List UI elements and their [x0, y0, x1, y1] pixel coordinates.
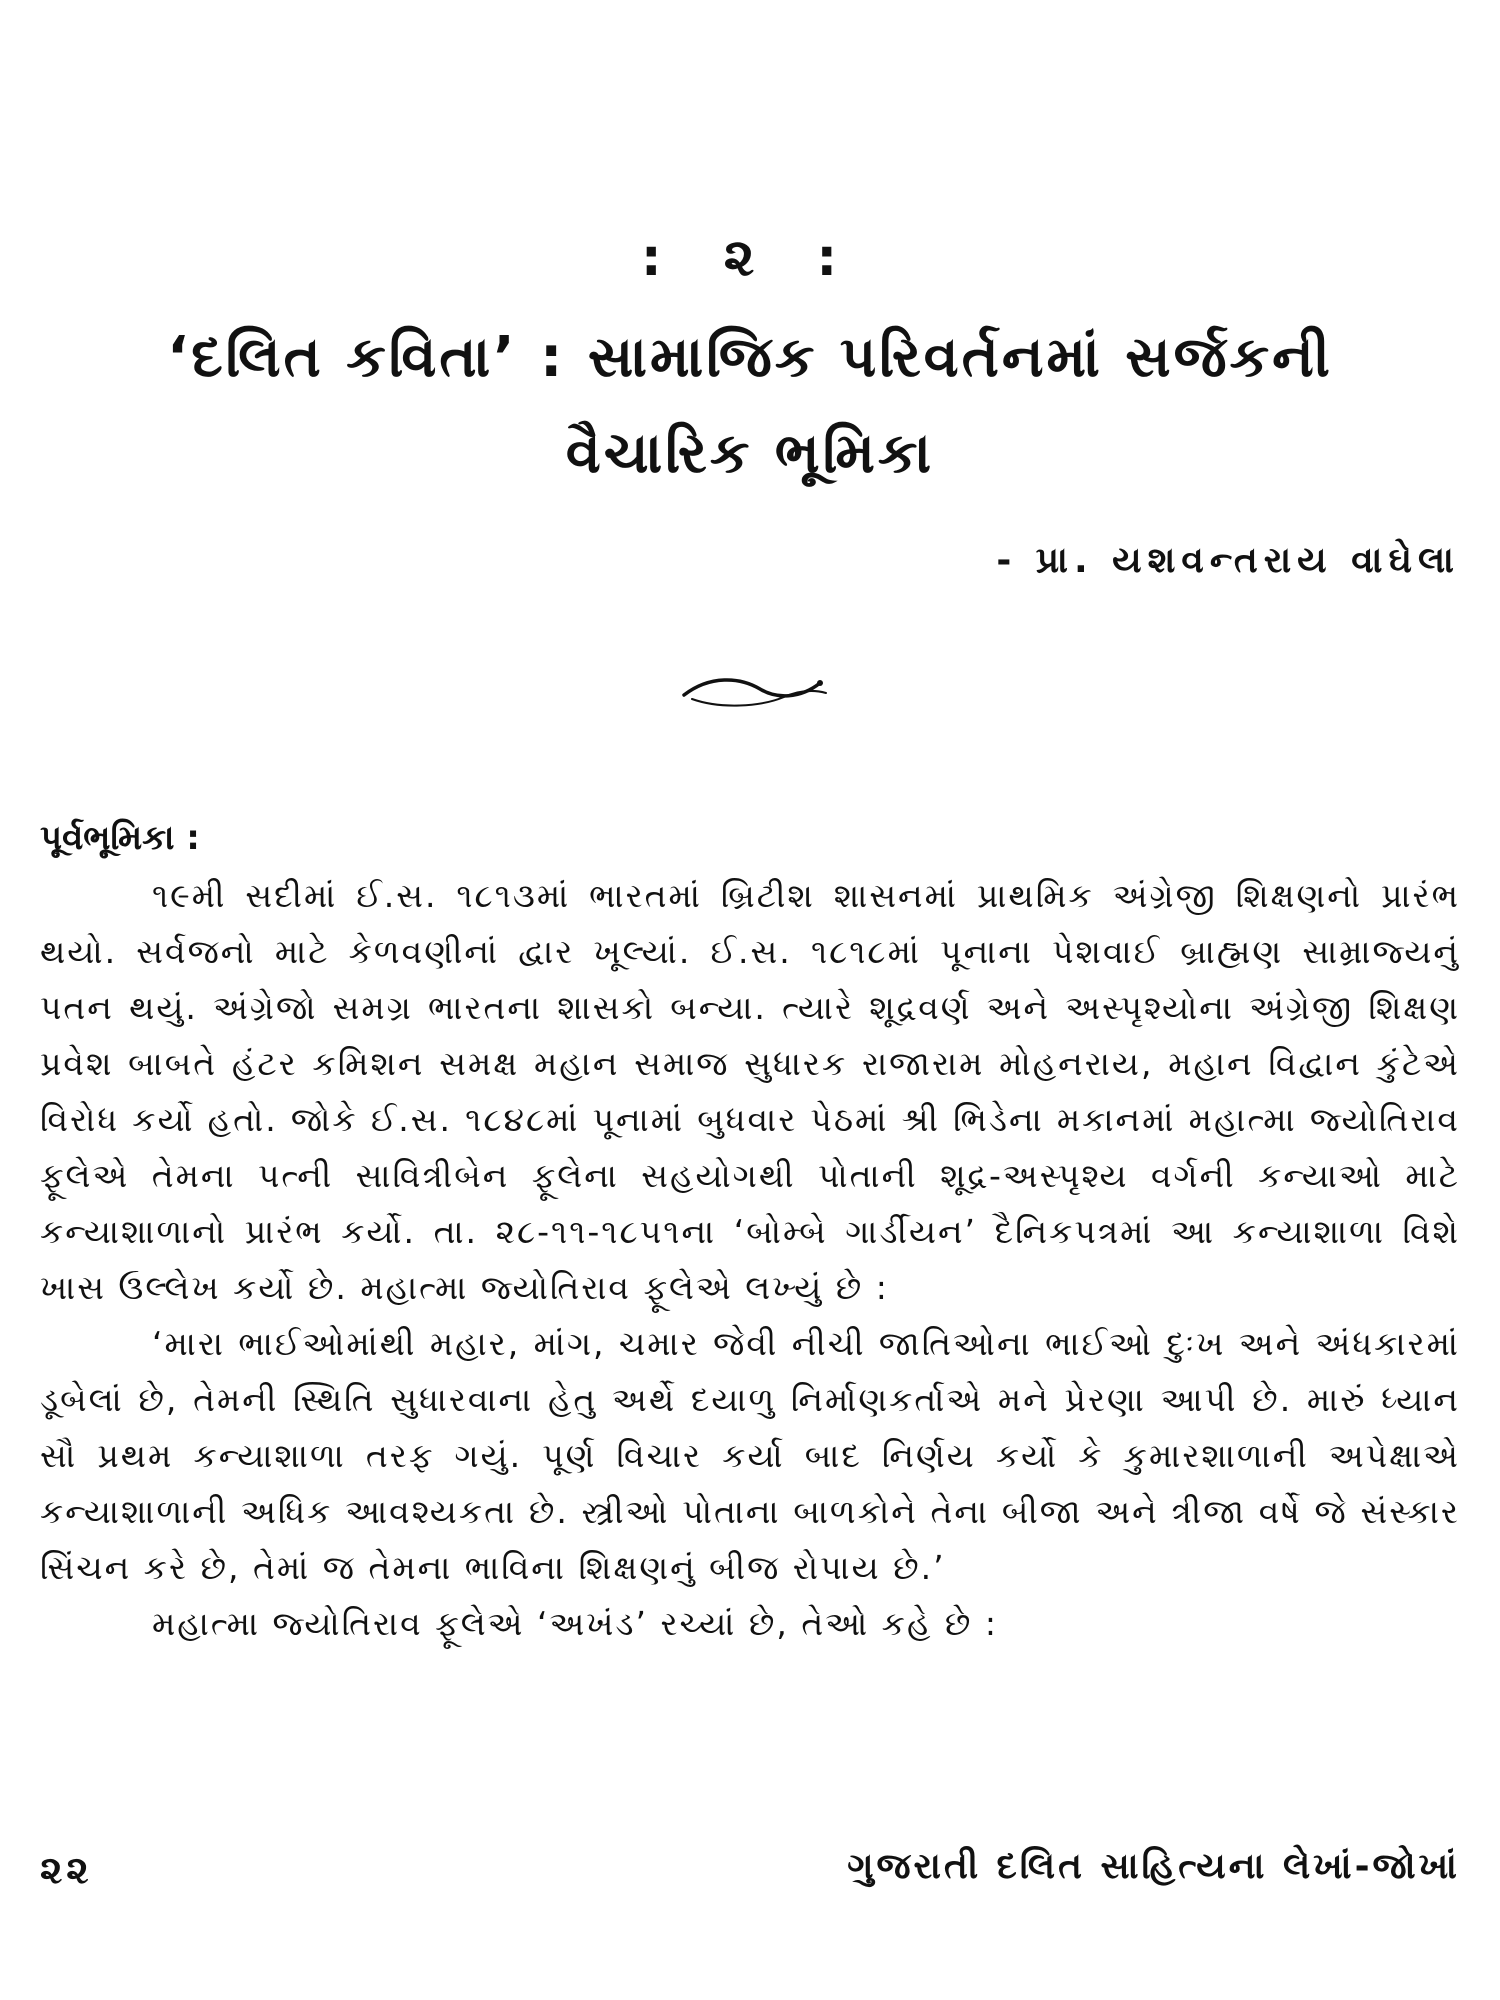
section-heading: પૂર્વભૂમિકા : [40, 818, 200, 858]
quote-paragraph: ‘મારા ભાઈઓમાંથી મહાર, માંગ, ચમાર જેવી નીચી જાતિઓના ભાઈઓ દુઃખ અને અંધકારમાં ડૂબેલાં છે, તેમની સ્થિતિ સુધારવાના હેતુ અર્થે દયાળુ નિર્માણકર્તાએ મને પ્રેરણા આપી છે. મારું ધ્યાન સૌ પ્રથમ કન્યાશાળા તરફ ગયું. પૂર્ણ વિચાર કર્યા બાદ નિર્ણય કર્યો કે કુમારશાળાની અપેક્ષાએ કન્યાશાળાની અધિક આવશ્યકતા છે. સ્ત્રીઓ પોતાના બાળકોને તેના બીજા અને ત્રીજા વર્ષે જે સંસ્કાર સિંચન કરે છે, તેમાં જ તેમના ભાવિના શિક્ષણનું બીજ રોપાય છે.’ [40, 1324, 1460, 1587]
page-number: ૨૨ [40, 1848, 93, 1892]
chapter-title [60, 310, 1440, 502]
author-byline: - પ્રા. યશવન્તરાય વાઘેલા [996, 540, 1460, 581]
paragraph: મહાત્મા જ્યોતિરાવ ફૂલેએ ‘અખંડ’ રચ્યાં છે, તેઓ કહે છે : [152, 1604, 999, 1643]
paragraph: ૧૯મી સદીમાં ઈ.સ. ૧૮૧૩માં ભારતમાં બ્રિટીશ શાસનમાં પ્રાથમિક અંગ્રેજી શિક્ષણનો પ્રારંભ થયો. સર્વજનો માટે કેળવણીનાં દ્વાર ખૂલ્યાં. ઈ.સ. ૧૮૧૮માં પૂનાના પેશવાઈ બ્રાહ્મણ સામ્રાજ્યનું પતન થયું. અંગ્રેજો સમગ્ર ભારતના શાસકો બન્યા. ત્યારે શૂદ્રવર્ણ અને અસ્પૃશ્યોના અંગ્રેજી શિક્ષણ પ્રવેશ બાબતે હંટર કમિશન સમક્ષ મહાન સમાજ સુધારક રાજારામ મોહનરાય, મહાન વિદ્વાન કુંટેએ વિરોધ કર્યો હતો. જોકે ઈ.સ. ૧૮૪૮માં પૂનામાં બુધવાર પેઠમાં શ્રી ભિડેના મકાનમાં મહાત્મા જ્યોતિરાવ ફૂલેએ તેમના પત્ની સાવિત્રીબેન ફૂલેના સહયોગથી પોતાની શૂદ્ર-અસ્પૃશ્ય વર્ગની કન્યાઓ માટે કન્યાશાળાનો પ્રારંભ કર્યો. તા. ૨૮-૧૧-૧૮૫૧ના ‘બોમ્બે ગાર્ડીયન’ દૈનિકપત્રમાં આ કન્યાશાળા વિશે ખાસ ઉલ્લેખ કર્યો છે. મહાત્મા જ્યોતિરાવ ફૂલેએ લખ્યું છે : [40, 876, 1460, 1307]
chapter-title-line-2: વૈચારિક ભૂમિકા [565, 421, 935, 486]
chapter-number: : ૨ : [640, 228, 860, 288]
running-footer-book-title: ગુજરાતી દલિત સાહિત્યના લેખાં-જોખાં [847, 1846, 1460, 1887]
body-text [40, 868, 1460, 1652]
swash-divider-icon [680, 665, 830, 715]
chapter-title-line-1: ‘દલિત કવિતા’ : સામાજિક પરિવર્તનમાં સર્જકની [167, 325, 1333, 390]
